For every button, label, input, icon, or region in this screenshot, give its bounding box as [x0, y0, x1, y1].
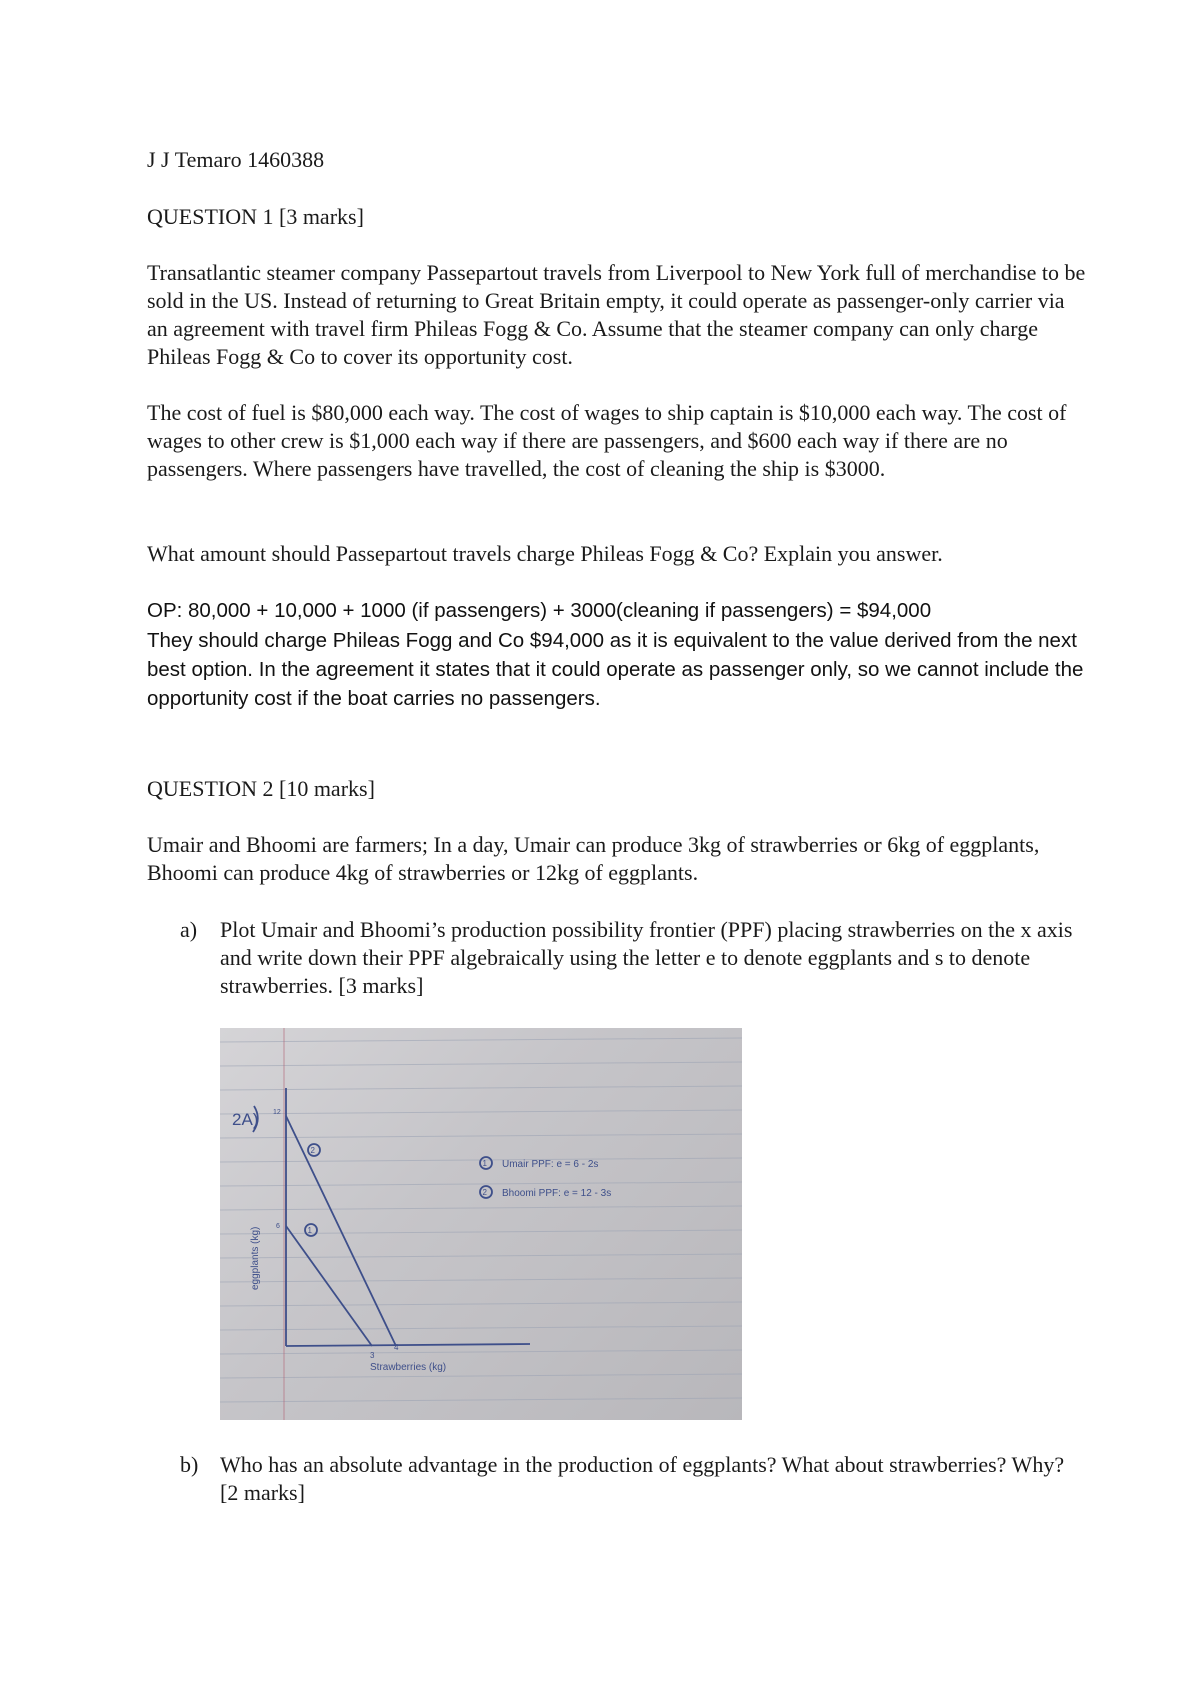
item-marker-a: a): [180, 917, 198, 942]
question-1-title: QUESTION 1 [3 marks]: [147, 204, 364, 229]
item-marker-b: b): [180, 1452, 199, 1477]
question-1-paragraph-3: What amount should Passepartout travels charge Phileas Fogg & Co? Explain you answer.: [147, 541, 943, 566]
ruled-lines: [220, 1038, 742, 1402]
sketch-svg: [220, 1028, 742, 1420]
curve-mark-1: 1: [307, 1226, 312, 1235]
y-tick-12: 12: [273, 1109, 281, 1116]
question-1-paragraph-2: The cost of fuel is $80,000 each way. The cost of wages to ship captain is $10,000 each way. The cost of wages to other crew is $1,000 each way if there are passengers, and $600 each way if there are no passengers. Where passengers have travelled, the cost of cleaning the ship is $3000.: [147, 400, 1067, 481]
ppf-line-umair: [286, 1226, 372, 1346]
question-2a-text: Plot Umair and Bhoomi’s production possibility frontier (PPF) placing strawberries on the x axis and write down their PPF algebraically using the letter e to denote eggplants and s to denote strawberries. [3 marks]: [220, 917, 1073, 998]
legend-bhoomi-ppf: Bhoomi PPF: e = 12 - 3s: [502, 1188, 612, 1199]
legend-number-1: 1: [482, 1159, 487, 1168]
student-name-id: J J Temaro 1460388: [147, 147, 325, 172]
answer-explanation: They should charge Phileas Fogg and Co $94,000 as it is equivalent to the value derived from the next best option. In the agreement it states that it could operate as passenger only, so we cannot include the opportunity cost if the boat carries no passengers.: [147, 629, 1084, 710]
y-tick-6: 6: [276, 1223, 280, 1230]
curve-mark-2: 2: [310, 1146, 315, 1155]
legend-number-2: 2: [482, 1188, 487, 1197]
question-2-title: QUESTION 2 [10 marks]: [147, 776, 375, 801]
question-2b: [180, 1451, 1080, 1511]
ppf-sketch: [253, 1088, 530, 1346]
x-tick-4: 4: [394, 1343, 399, 1352]
sketch-text: [232, 1109, 611, 1373]
x-tick-3: 3: [370, 1351, 375, 1360]
ppf-line-bhoomi: [286, 1116, 396, 1346]
question-1-paragraph-1: Transatlantic steamer company Passepartout travels from Liverpool to New York full of merchandise to be sold in the US. Instead of returning to Great Britain empty, it could operate as passenger-only carrier via an agreement with travel firm Phileas Fogg & Co. Assume that the steamer company can only charge Phileas Fogg & Co to cover its opportunity cost.: [147, 260, 1086, 369]
question-2b-text: Who has an absolute advantage in the production of eggplants? What about strawberries? Why? [2 marks]: [220, 1452, 1065, 1505]
x-axis: [286, 1344, 530, 1346]
handwritten-ppf-sketch-photo: [220, 1028, 742, 1420]
question-2a: [180, 916, 1080, 1006]
sketch-label-2a: 2A): [232, 1110, 259, 1129]
y-axis-label: eggplants (kg): [250, 1226, 261, 1290]
x-axis-label: Strawberries (kg): [370, 1362, 447, 1373]
legend-umair-ppf: Umair PPF: e = 6 - 2s: [502, 1159, 599, 1170]
answer-calculation: OP: 80,000 + 10,000 + 1000 (if passengers) + 3000(cleaning if passengers) = $94,000: [147, 599, 932, 622]
question-2-intro: Umair and Bhoomi are farmers; In a day, Umair can produce 3kg of strawberries or 6kg of eggplants, Bhoomi can produce 4kg of strawberries or 12kg of eggplants.: [147, 832, 1040, 885]
